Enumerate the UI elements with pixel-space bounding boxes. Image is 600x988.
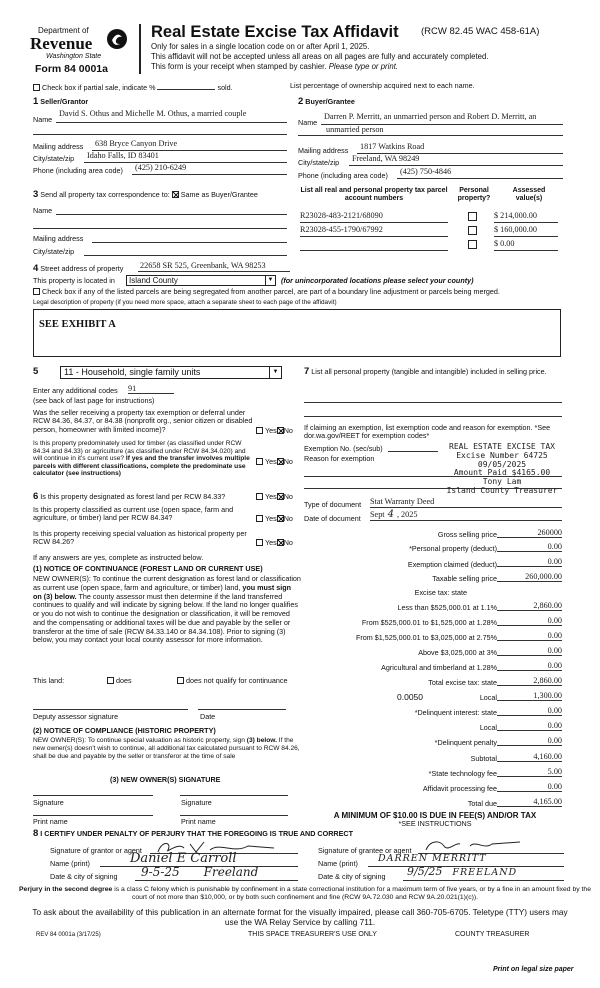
q2-yes-checkbox[interactable] — [256, 458, 263, 465]
tech-fee[interactable]: 5.00 — [497, 767, 562, 777]
header-divider — [139, 24, 141, 74]
use-code-select[interactable] — [60, 366, 282, 379]
subtotal[interactable]: 4,160.00 — [497, 752, 562, 762]
if-yes-note: If any answers are yes, complete as instructed below. — [33, 553, 204, 562]
deputy-signature-line[interactable] — [33, 700, 188, 710]
assessed-value-3[interactable]: $ 0.00 — [494, 239, 558, 251]
send-name-field[interactable] — [56, 203, 287, 215]
send-name-label: Name — [33, 206, 53, 215]
sold-label: sold. — [217, 83, 233, 92]
tier4-tax[interactable]: 0.00 — [497, 646, 562, 656]
seller-phone-field[interactable]: (425) 210-6249 — [132, 163, 287, 175]
buyer-name-label: Name — [298, 118, 318, 127]
local-tax[interactable]: 1,300.00 — [497, 691, 562, 701]
q1-yes-checkbox[interactable] — [256, 427, 263, 434]
historic-question: Is this property receiving special valuation as historical property per RCW 84.26? — [33, 529, 247, 547]
grantee-sig-label: Signature of grantee or agent — [318, 846, 412, 855]
seller-city-label: City/state/zip — [33, 154, 75, 163]
seller-phone-label: Phone (including area code) — [33, 166, 123, 175]
grantee-date-field[interactable] — [403, 866, 564, 881]
located-label: This property is located in — [33, 276, 115, 285]
buyer-city-field[interactable]: Freeland, WA 98249 — [349, 154, 563, 166]
exemption-question: Was the seller receiving a property tax exemption or deferral under RCW 84.36, 84.37, or 84.38 (nonprofit org., senior citizen or disabled person, homeowner with limited income)? — [33, 408, 253, 434]
dept-of-text: Department of — [38, 26, 89, 35]
ag-tax[interactable]: 0.00 — [497, 661, 562, 671]
personal-checkbox-2[interactable] — [468, 226, 479, 236]
buyer-name-field[interactable]: Darren P. Merritt, an unmarried person and Robert D. Merritt, an — [321, 112, 563, 125]
q2-no-checkbox[interactable] — [277, 458, 284, 465]
county-treasurer-label: COUNTY TREASURER — [455, 931, 530, 938]
q3-yes-checkbox[interactable] — [256, 493, 263, 500]
grantor-signature-scribble — [150, 838, 290, 856]
grantor-date-field[interactable] — [135, 866, 298, 881]
personal-property-deduct[interactable]: 0.00 — [497, 542, 562, 552]
current-use-question: Is this property classified as current use (open space, farm and agriculture, or timber) land per RCW 84.34? — [33, 505, 234, 523]
buyer-mailing-field[interactable]: 1817 Watkins Road — [357, 142, 563, 154]
personal-checkbox-3[interactable] — [468, 240, 479, 250]
delinquent-penalty[interactable]: 0.00 — [497, 736, 562, 746]
q5-yes-checkbox[interactable] — [256, 539, 263, 546]
send-mailing-field[interactable] — [92, 231, 287, 243]
street-address-field[interactable]: 22658 SR 525, Greenbank, WA 98253 — [138, 261, 290, 272]
signature-label-1: Signature — [33, 798, 64, 807]
new-owner-signature-title: (3) NEW OWNER(S) SIGNATURE — [110, 775, 221, 784]
see-back-note: (see back of last page for instructions) — [33, 396, 155, 405]
parcel-col-header: List all real and personal property tax parcel account numbers — [300, 187, 448, 203]
signature-label-2: Signature — [181, 798, 212, 807]
header-line3 — [151, 63, 398, 72]
assessed-value-2[interactable]: $ 160,000.00 — [494, 225, 558, 237]
buyer-phone-label: Phone (including area code) — [298, 171, 388, 180]
grantee-name-label: Name (print) — [318, 859, 358, 868]
grantee-date-value: 9/5/25 — [407, 865, 443, 878]
send-tax-row: 3 Send all property tax correspondence to: Same as Buyer/Grantee — [33, 189, 258, 200]
total-state-tax[interactable]: 2,860.00 — [497, 676, 562, 686]
perjury-notice: Perjury in the second degree is a class C felony which is punishable by confinement in a state correctional institution for a maximum term of five years, or by a fine in an amount fixed by the court of not more than $10,000, or by both such confinement and fine (RCW 9A.72.030 and RCW 9A.20.021(1)(c)). — [19, 886, 591, 902]
legal-description-label: Legal description of property (if you need more space, attach a separate sheet to each page of the affidavit) — [33, 299, 337, 306]
parcel-number-2[interactable]: R23028-455-1790/67992 — [300, 225, 448, 237]
segregated-row: Check box if any of the listed parcels are being segregated from another parcel, are part of a boundary line adjustment or parcels being merged. — [33, 288, 593, 296]
exemption-instructions: If claiming an exemption, list exemption code and reason for exemption. *See dor.wa.gov/REET for exemption codes* — [304, 423, 551, 441]
timber-question: Is this property predominately used for timber (as classified under RCW 84.34 and 84.33) or agriculture (as classified under RCW 84.34.020) and will continue in it's current use? If yes and the transfer involves multiple parcels with different classifications, complete the predominate use calculator (see instructions) — [33, 440, 250, 478]
chevron-down-icon: ▼ — [265, 276, 275, 285]
section5-number: 5 — [33, 366, 39, 377]
q1-no-checkbox[interactable] — [277, 427, 284, 434]
unincorporated-note: (for unincorporated locations please select your county) — [281, 276, 474, 285]
reason-label: Reason for exemption — [304, 454, 375, 463]
taxable-price[interactable]: 260,000.00 — [497, 572, 562, 582]
does-not-checkbox[interactable] — [177, 677, 184, 684]
send-city-label: City/state/zip — [33, 247, 75, 256]
notice-continuance-title: (1) NOTICE OF CONTINUANCE (FOREST LAND OR CURRENT USE) — [33, 564, 263, 573]
treasurer-stamp: REAL ESTATE EXCISE TAX Excise Number 64725 09/05/2025 Amount Paid $4165.00 Tony Lam Island County Treasurer — [446, 442, 558, 495]
q4-yes-checkbox[interactable] — [256, 515, 263, 522]
county-selected-value: Island County — [129, 276, 178, 285]
total-due[interactable]: 4,165.00 — [497, 797, 562, 807]
additional-codes-field[interactable]: 91 — [128, 384, 174, 394]
doc-type-label: Type of document — [304, 500, 362, 509]
exemption-deduct[interactable]: 0.00 — [497, 557, 562, 567]
deputy-signature-label: Deputy assessor signature — [33, 712, 119, 721]
send-name-line2[interactable] — [33, 217, 287, 229]
form-number: Form 84 0001a — [35, 63, 108, 75]
q2-yes-no: Yes No — [256, 458, 293, 466]
send-mailing-label: Mailing address — [33, 234, 84, 243]
treasurer-use-label: THIS SPACE TREASURER'S USE ONLY — [248, 931, 377, 938]
q5-no-checkbox[interactable] — [277, 539, 284, 546]
partial-sale-row — [33, 82, 233, 92]
revenue-wordmark: Revenue — [30, 34, 93, 53]
segregated-checkbox[interactable] — [33, 288, 40, 295]
buyer-city-label: City/state/zip — [298, 158, 340, 167]
seller-mailing-label: Mailing address — [33, 142, 84, 151]
personal-property-line1[interactable] — [304, 393, 562, 403]
ownership-note: List percentage of ownership acquired next to each name. — [290, 81, 475, 90]
deputy-date-label: Date — [200, 712, 216, 721]
exemption-no-label: Exemption No. (sec/sub) — [304, 444, 383, 453]
type-or-print-text: Please type or print. — [328, 62, 399, 71]
parcel-number-1[interactable]: R23028-483-2121/68090 — [300, 211, 448, 223]
owner-print-2[interactable] — [180, 808, 288, 816]
doc-date-field[interactable]: Sept 4 , 2025 — [370, 509, 562, 521]
alt-format-notice: To ask about the availability of this publication in an alternate format for the visually impaired, please call 360-705-6705. Teletype (TTY) users may use the WA Relay Service by calling 711. — [32, 907, 568, 927]
grantor-name-value: Daniel E Carroll — [130, 851, 237, 866]
notice-continuance-text: NEW OWNER(S): To continue the current designation as forest land or classification as current use (open space, farm and agriculture, or timber) land, you must sign on (3) below. The county assessor must then determine if the land transferred continues to qualify and will indicate by signing below. If the land no longer qualifies or you do not wish to continue the designation or classification, it will be removed and the compensating or additional taxes will be due and payable by the seller or transferor at the time of sale (RCW 84.33.140 or 84.34.108). Prior to signing (3) below, you may contact your local county assessor for more information. — [33, 574, 301, 645]
county-select[interactable] — [126, 275, 276, 286]
notice-compliance-title: (2) NOTICE OF COMPLIANCE (HISTORIC PROPERTY) — [33, 726, 216, 735]
notice-compliance-text: NEW OWNER(S): To continue special valuation as historic property, sign (3) below. If the new owner(s) doesn't wish to continue, all additional tax calculated pursuant to RCW 84.26, shall be due and payable by the seller or transferor at the time of sale — [33, 737, 300, 761]
doc-type-field[interactable]: Stat Warranty Deed — [370, 497, 562, 508]
partial-sale-label: Check box if partial sale, indicate % — [42, 83, 156, 92]
buyer-heading: 2 Buyer/Grantee — [298, 96, 355, 107]
partial-sale-checkbox[interactable] — [33, 84, 40, 91]
does-checkbox[interactable] — [107, 677, 114, 684]
grantee-city-value: FREELAND — [452, 867, 518, 878]
personal-col-header: Personal property? — [457, 187, 491, 203]
certify-row: 8 I CERTIFY UNDER PENALTY OF PERJURY THAT THE FOREGOING IS TRUE AND CORRECT — [33, 828, 353, 839]
buyer-phone-field[interactable]: (425) 750-4846 — [397, 167, 563, 179]
see-instructions-note: *SEE INSTRUCTIONS — [398, 819, 472, 828]
q1-yes-no: Yes No — [256, 427, 293, 435]
use-code-value: 11 - Household, single family units — [64, 367, 201, 377]
rev-number: REV 84 0001a (3/17/25) — [36, 932, 101, 938]
seller-name-label: Name — [33, 115, 53, 124]
print-name-label-1: Print name — [33, 817, 68, 826]
buyer-mailing-label: Mailing address — [298, 146, 349, 155]
washington-state-text: Washington State — [46, 53, 102, 60]
tier3-tax[interactable]: 0.00 — [497, 631, 562, 641]
doc-date-label: Date of document — [304, 514, 361, 523]
tier2-tax[interactable]: 0.00 — [497, 616, 562, 626]
assessed-col-header: Assessed value(s) — [512, 187, 546, 203]
additional-codes-label: Enter any additional codes — [33, 386, 118, 395]
page-title: Real Estate Excise Tax Affidavit — [151, 23, 399, 41]
grantor-date-value: 9-5-25 — [141, 865, 180, 879]
receipt-text: This form is your receipt when stamped by cashier. — [151, 62, 327, 71]
forest-question: 6 Is this property designated as forest land per RCW 84.33? — [33, 491, 226, 502]
q4-yes-no: Yes No — [256, 515, 293, 523]
grantor-date-label: Date & city of signing — [50, 872, 118, 881]
tier1-tax[interactable]: 2,860.00 — [497, 601, 562, 611]
this-land-row: This land: does does not qualify for continuance — [33, 676, 288, 685]
exemption-no-field[interactable] — [388, 443, 438, 452]
doc-date-day: 4 — [387, 509, 394, 520]
grantor-city-value: Freeland — [203, 865, 259, 879]
partial-percent-field[interactable] — [157, 82, 215, 90]
gross-price-field[interactable]: 260000 — [497, 528, 562, 538]
owner-print-1[interactable] — [33, 808, 153, 816]
send-city-field[interactable] — [84, 244, 287, 256]
assessed-value-1[interactable]: $ 214,000.00 — [494, 211, 558, 223]
street-row: 4 Street address of property — [33, 263, 124, 274]
legal-description-text: SEE EXHIBIT A — [39, 319, 116, 330]
title-citation: (RCW 82.45 WAC 458-61A) — [421, 26, 540, 37]
minimum-fee-note: A MINIMUM OF $10.00 IS DUE IN FEE(S) AND/OR TAX — [333, 811, 537, 820]
personal-property-row: 7 List all personal property (tangible and intangible) included in selling price. — [304, 366, 547, 377]
legal-paper-note: Print on legal size paper — [493, 966, 574, 973]
seller-mailing-field[interactable]: 638 Bryce Canyon Drive — [92, 139, 287, 151]
print-name-label-2: Print name — [181, 817, 216, 826]
header-line1: Only for sales in a single location code on or after April 1, 2025. — [151, 42, 370, 51]
grantor-name-label: Name (print) — [50, 859, 90, 868]
grantee-name-value: DARREN MERRITT — [378, 853, 487, 864]
parcel-number-3[interactable] — [300, 239, 448, 251]
deputy-date-line[interactable] — [198, 700, 286, 710]
delinquent-state[interactable]: 0.00 — [497, 706, 562, 716]
seller-name-line2[interactable] — [33, 125, 287, 135]
header-line2: This affidavit will not be accepted unless all areas on all pages are fully and accurately completed. — [151, 52, 489, 61]
processing-fee[interactable]: 0.00 — [497, 782, 562, 792]
chevron-down-icon: ▼ — [269, 367, 281, 378]
grantee-date-label: Date & city of signing — [318, 872, 386, 881]
legal-description-box[interactable] — [33, 309, 561, 357]
delinquent-local[interactable]: 0.00 — [497, 721, 562, 731]
seller-city-field[interactable]: Idaho Falls, ID 83401 — [84, 151, 287, 163]
local-rate: 0.0050 — [397, 692, 423, 702]
q3-no-checkbox[interactable] — [277, 493, 284, 500]
personal-property-line2[interactable] — [304, 407, 562, 417]
owner-signature-1[interactable] — [33, 788, 153, 796]
personal-checkbox-1[interactable] — [468, 212, 479, 222]
seller-heading: 1 Seller/Grantor — [33, 96, 89, 107]
same-as-buyer-checkbox[interactable] — [172, 191, 179, 198]
q5-yes-no: Yes No — [256, 539, 293, 547]
grantee-signature-scribble — [420, 836, 540, 854]
grantor-sig-label: Signature of grantor or agent — [50, 846, 142, 855]
buyer-name-field-2[interactable]: unmarried person — [298, 125, 563, 136]
owner-signature-2[interactable] — [180, 788, 288, 796]
q3-yes-no: Yes No — [256, 493, 293, 501]
q4-no-checkbox[interactable] — [277, 515, 284, 522]
wa-seal-icon — [106, 28, 128, 50]
seller-name-field[interactable]: David S. Othus and Michelle M. Othus, a married couple — [56, 109, 287, 123]
